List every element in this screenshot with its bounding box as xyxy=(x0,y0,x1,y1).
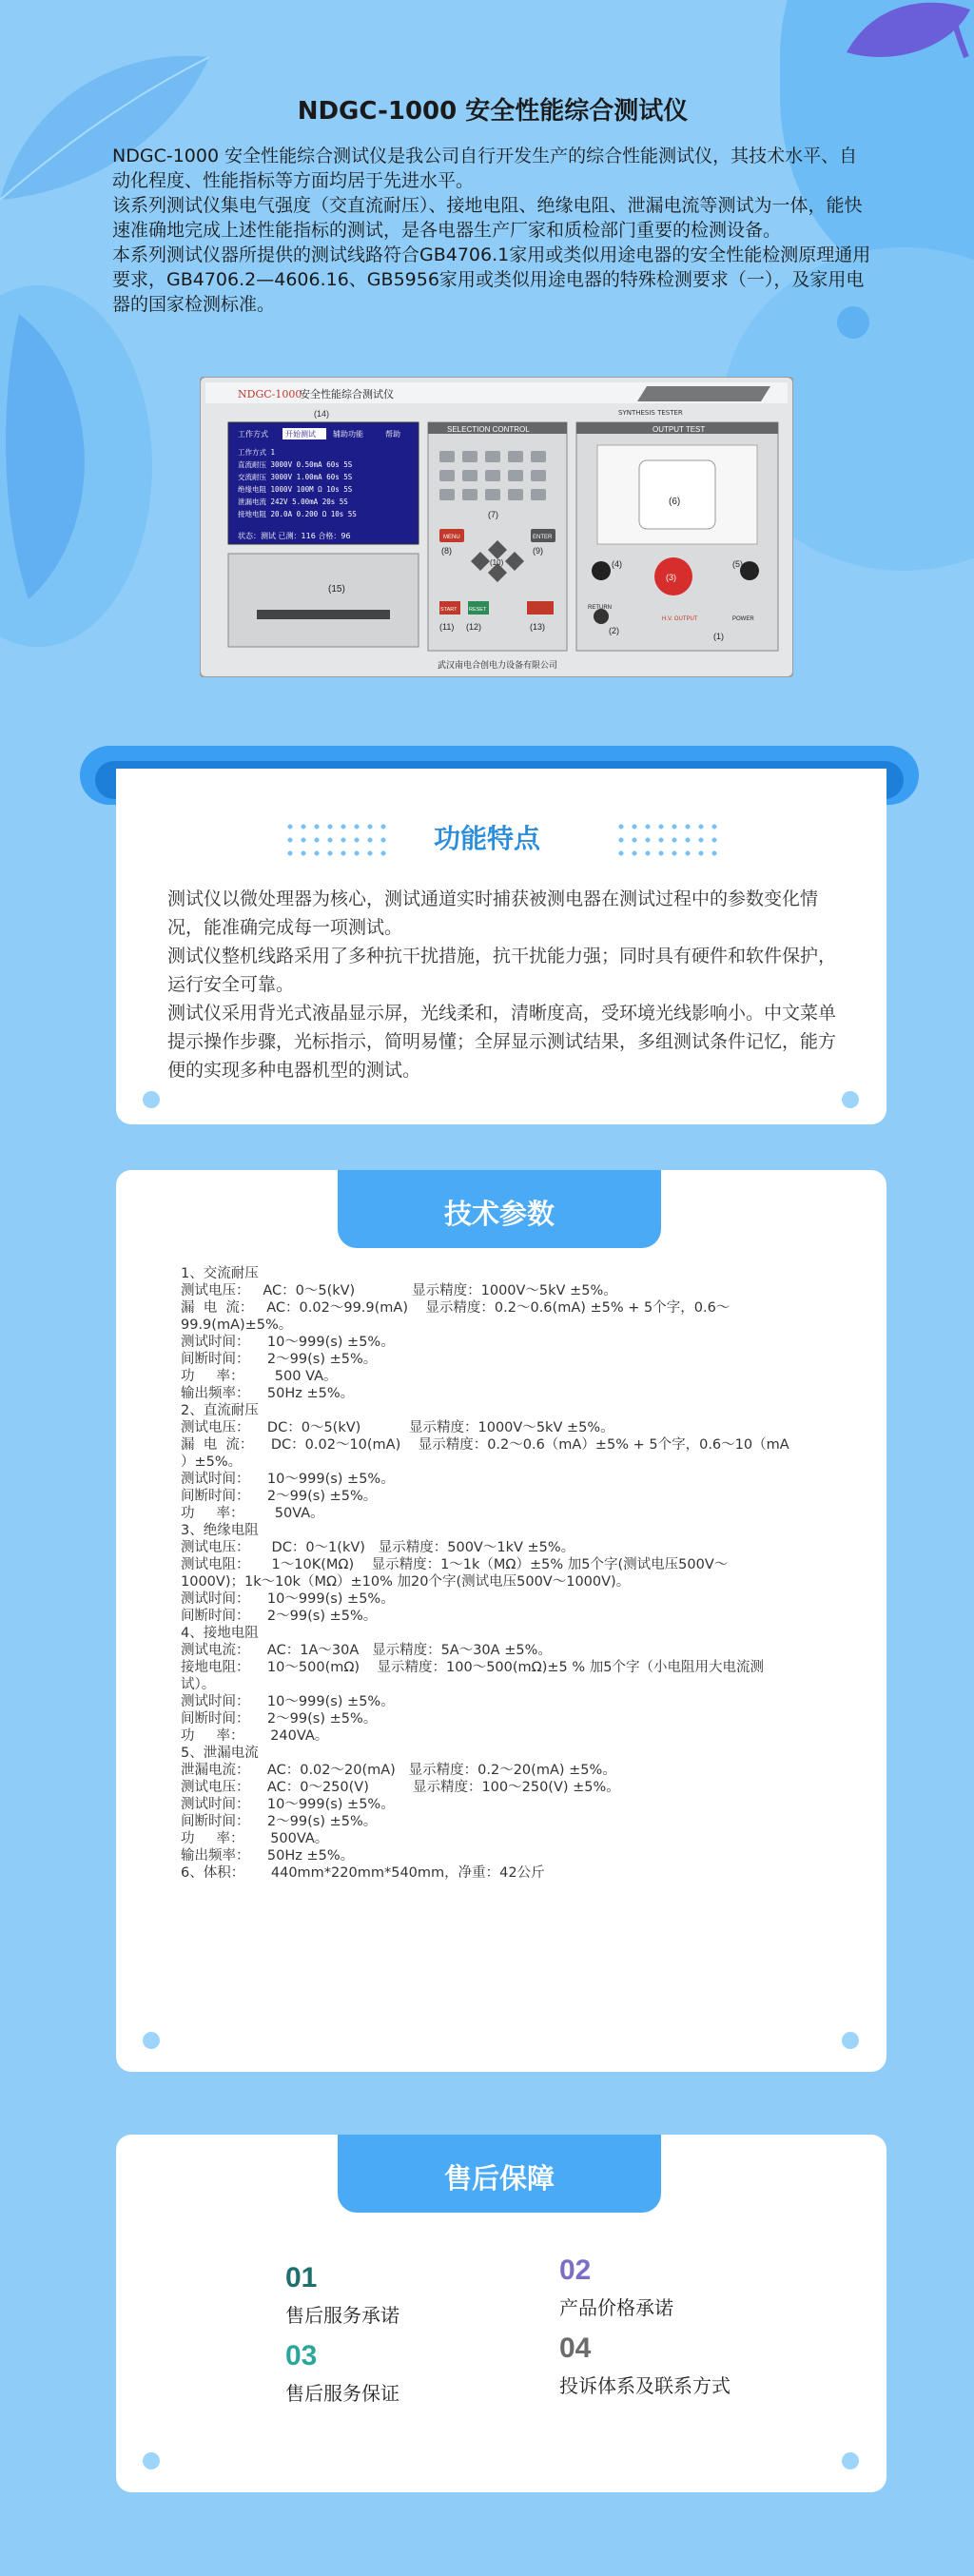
keypad-key xyxy=(508,451,523,462)
keypad-key xyxy=(508,470,523,481)
device-reset-key: RESET xyxy=(469,607,487,613)
screen-line: 绝缘电阻 1000V 100M Ω 10s 5S xyxy=(238,485,353,494)
keypad-key xyxy=(531,451,546,462)
device-enter-key: ENTER xyxy=(533,535,553,540)
card-dot xyxy=(842,1091,859,1108)
aftersales-item xyxy=(559,2332,730,2398)
aftersales-item xyxy=(285,2340,399,2406)
device-synthesis-label: SYNTHESIS TESTER xyxy=(618,409,683,417)
device-label-13: (13) xyxy=(530,622,546,632)
aftersales-num: 02 xyxy=(559,2254,592,2286)
device-label-9: (9) xyxy=(533,546,543,556)
card-dot xyxy=(143,2032,160,2049)
device-menu-key: MENU xyxy=(443,535,460,540)
feature-paragraph-2: 测试仪整机线路采用了多种抗干扰措施，抗干扰能力强；同时具有硬件和软件保护，运行安全可靠。 xyxy=(167,946,837,995)
screen-line: 泄漏电流 242V 5.00mA 20s 5S xyxy=(238,498,348,506)
device-label-12: (12) xyxy=(466,622,482,632)
device-label-4: (4) xyxy=(612,559,622,569)
card-dot xyxy=(143,2452,160,2469)
keypad-key xyxy=(439,489,455,500)
aftersales-num: 04 xyxy=(559,2332,592,2364)
device-power-label: POWER xyxy=(732,616,754,622)
aftersales-title: 售后保障 xyxy=(443,2162,555,2195)
keypad-key xyxy=(462,451,477,462)
device-return-label: RETURN xyxy=(588,605,612,611)
keypad-key xyxy=(462,470,477,481)
aftersales-label: 投诉体系及联系方式 xyxy=(559,2374,730,2397)
device-selection-label: SELECTION CONTROL xyxy=(447,425,530,434)
screen-line: 直流耐压 3000V 0.50mA 60s 5S xyxy=(238,460,353,469)
aftersales-num: 01 xyxy=(285,2262,318,2293)
screen-status: 状态：测试 已测：116 合格：96 xyxy=(238,532,351,540)
product-image xyxy=(200,377,793,677)
specs-title: 技术参数 xyxy=(443,1198,555,1230)
features-title: 功能特点 xyxy=(433,823,540,854)
device-manufacturer: 武汉南电合创电力设备有限公司 xyxy=(438,661,558,671)
screen-line: 交流耐压 3000V 1.00mA 60s 5S xyxy=(238,473,353,481)
keypad-key xyxy=(439,451,455,462)
device-label-15: (15) xyxy=(328,584,345,595)
aftersales-label: 产品价格承诺 xyxy=(559,2296,673,2319)
device-brand: NDGC-1000 xyxy=(238,388,302,400)
card-dot xyxy=(842,2032,859,2049)
device-hv-label: H.V. OUTPUT xyxy=(662,616,698,622)
features-text xyxy=(167,885,839,1084)
device-label-7: (7) xyxy=(488,510,498,519)
page-title: NDGC-1000 安全性能综合测试仪 xyxy=(297,97,689,126)
aftersales-label: 售后服务保证 xyxy=(285,2382,399,2405)
specs-tab xyxy=(338,1170,661,1248)
device-label-6: (6) xyxy=(669,497,681,507)
aftersales-item xyxy=(285,2262,399,2328)
leaf-decoration-left xyxy=(0,304,114,609)
card-dot xyxy=(842,2452,859,2469)
keypad-key xyxy=(485,489,500,500)
keypad-key xyxy=(531,489,546,500)
intro-paragraph: NDGC-1000 安全性能综合测试仪是我公司自行开发生产的综合性能测试仪，其技术水平、自动化程度、性能指标等方面均居于先进水平。 该系列测试仪集电气强度（交直流耐压）、接地电阻、绝缘电阻、泄漏电流等测试为一体，能快速准确地完成上述性能指标的测试，是各电器生产厂家和质检部门重要的检测设备。 本系列测试仪器所提供的测试线路符合GB4706.1家用或类似用途电器的安全性能检测原理通用要求，GB4706.2—4606.16、GB5956家用或类似用途电器的特殊检测要求（一），及家用电器的国家检测标准。 xyxy=(112,146,871,315)
screen-line: 接地电阻 20.0A 0.200 Ω 10s 5S xyxy=(238,510,357,518)
device-label-2: (2) xyxy=(609,626,619,635)
keypad-key xyxy=(508,489,523,500)
device-label-1: (1) xyxy=(713,632,724,641)
screen-menu-item: 辅助功能 xyxy=(333,430,363,439)
leaf-decoration-top-right xyxy=(837,0,974,67)
device-label-3: (3) xyxy=(666,573,676,582)
device-label-11: (11) xyxy=(439,622,455,632)
specs-text: 1、交流耐压 测试电压： AC：0～5(kV) 显示精度：1000V～5kV ±5%。 漏 电 流： AC：0.02～99.9(mA) 显示精度：0.2～0.6(mA) ±5% + 5个字，0.6～ 99.9(mA)±5%。 测试时间： 10～999(s) ±5%。 间断时间： 2～99(s) ±5%。 功 率： 500 VA。 输出频率： 50Hz ±5%。 2、直流耐压 测试电压： DC：0～5(kV) 显示精度：1000V～5kV ±5%。 漏 电 流： DC：0.02～10(mA) 显示精度：0.2～0.6（mA）±5% + 5个字，0.6～10（mA ）±5%。 测试时间： 10～999(s) ±5%。 间断时间： 2～99(s) ±5%。 功 率： 50VA。 3、绝缘电阻 测试电压： DC：0～1(kV) 显示精度：500V～1kV ±5%。 测试电阻： 1～10K(MΩ) 显示精度：1～1k（MΩ）±5% 加5个字(测试电压500V～ 1000V)；1k～10k（MΩ）±10% 加20个字(测试电压500V～1000V)。 测试时间： 10～999(s) ±5%。 间断时间： 2～99(s) ±5%。 4、接地电阻 测试电流： AC：1A～30A 显示精度：5A～30A ±5%。 接地电阻： 10～500(mΩ) 显示精度：100～500(mΩ)±5 % 加5个字（小电阻用大电流测 试）。 测试时间： 10～999(s) ±5%。 间断时间： 2～99(s) ±5%。 功 率： 240VA。 5、泄漏电流 泄漏电流： AC：0.02～20(mA) 显示精度：0.2～20(mA) ±5%。 测试电压： AC：0～250(V) 显示精度：100～250(V) ±5%。 测试时间： 10～999(s) ±5%。 间断时间： 2～99(s) ±5%。 功 率： 500VA。 输出频率： 50Hz ±5%。 6、体积： 440mm*220mm*540mm，净重：42公斤 xyxy=(181,1266,789,1881)
keypad-key xyxy=(485,470,500,481)
aftersales-tab xyxy=(338,2135,661,2213)
keypad-key xyxy=(462,489,477,500)
aftersales-num: 03 xyxy=(285,2340,318,2371)
intro-section xyxy=(112,91,873,317)
aftersales-label: 售后服务承诺 xyxy=(285,2304,399,2327)
device-brand-title: 安全性能综合测试仪 xyxy=(300,388,394,400)
device-label-5: (5) xyxy=(732,559,743,569)
screen-menu-item: 帮助 xyxy=(385,430,400,439)
device-label-10: (10) xyxy=(490,558,504,567)
aftersales-item xyxy=(559,2254,673,2320)
screen-menu-item: 工作方式 xyxy=(238,430,268,439)
device-label-8: (8) xyxy=(441,546,452,556)
device-label-14: (14) xyxy=(314,409,330,419)
keypad-key xyxy=(439,470,455,481)
feature-paragraph-3: 测试仪采用背光式液晶显示屏，光线柔和，清晰度高，受环境光线影响小。中文菜单提示操作步骤，光标指示，简明易懂；全屏显示测试结果，多组测试条件记忆，能方便的实现多种电器机型的测试。 xyxy=(167,1003,837,1081)
device-output-label: OUTPUT TEST xyxy=(653,425,706,434)
card-dot xyxy=(143,1091,160,1108)
keypad-key xyxy=(531,470,546,481)
device-start-key: START xyxy=(440,607,458,613)
screen-line: 工作方式 1 xyxy=(238,448,276,457)
screen-menu-item: 开始测试 xyxy=(285,430,316,439)
feature-paragraph-1: 测试仪以微处理器为核心，测试通道实时捕获被测电器在测试过程中的参数变化情况，能准确完成每一项测试。 xyxy=(167,888,819,938)
keypad-key xyxy=(485,451,500,462)
